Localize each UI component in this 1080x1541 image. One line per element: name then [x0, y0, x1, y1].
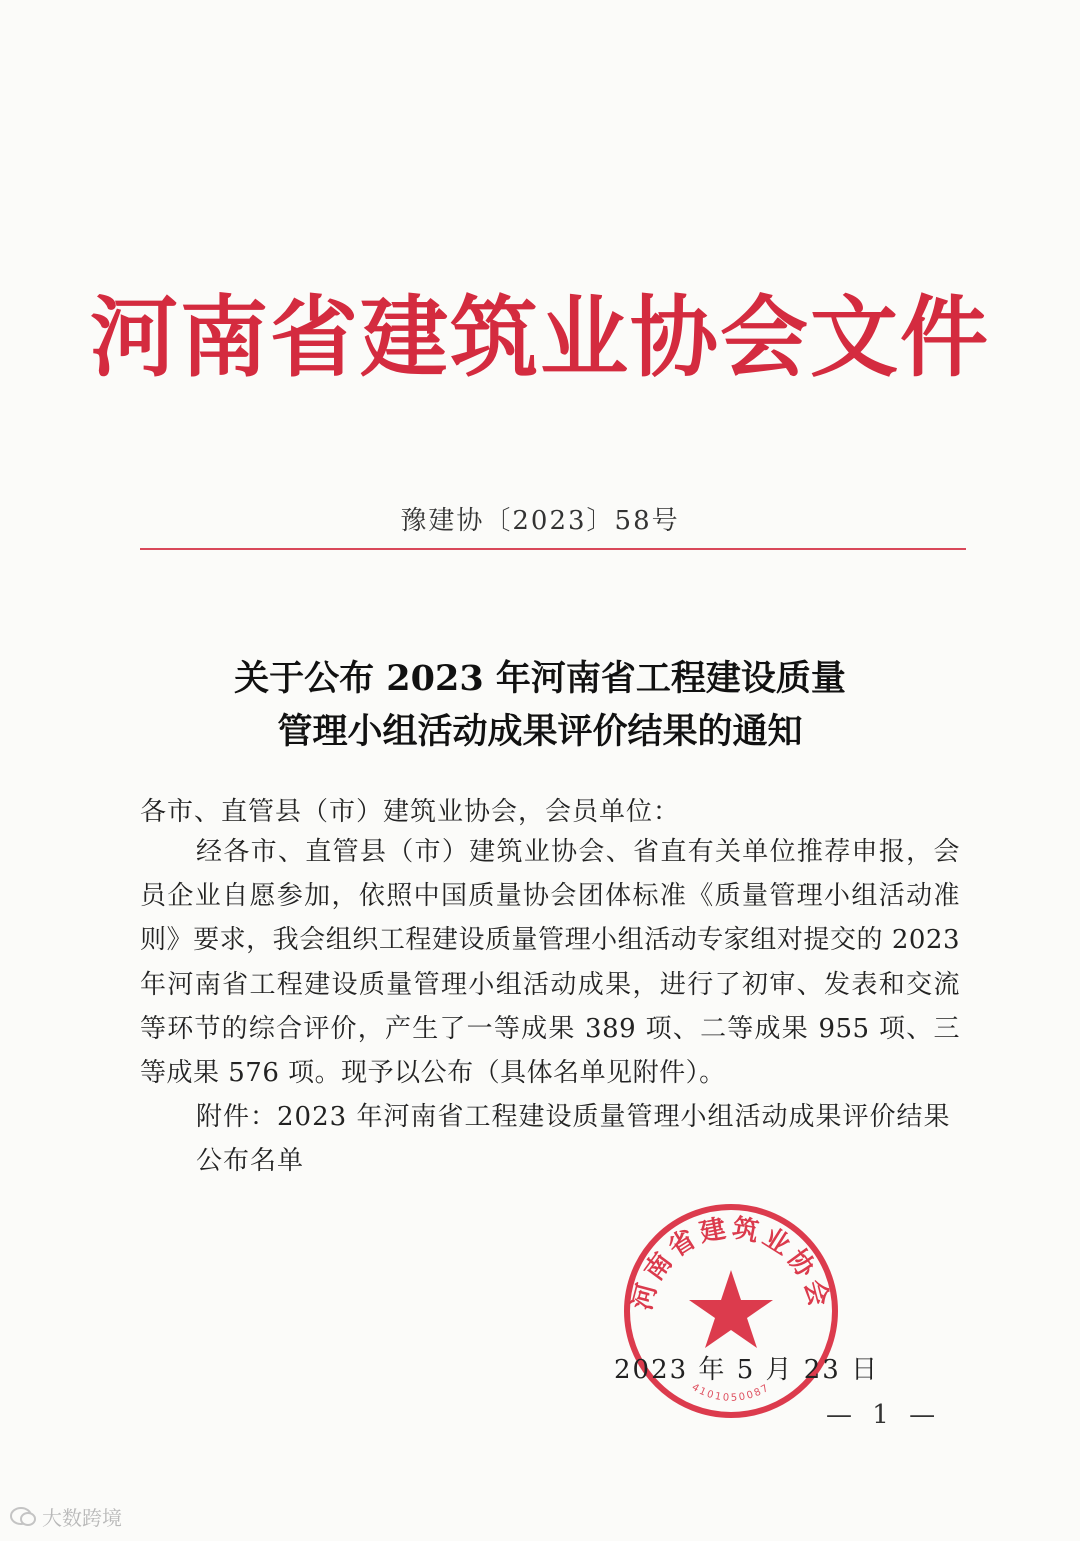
body-paragraph: 经各市、直管县（市）建筑业协会、省直有关单位推荐申报，会员企业自愿参加，依照中国质量协会团体标准《质量管理小组活动准则》要求，我会组织工程建设质量管理小组活动专家组对提交的 2023 年河南省工程建设质量管理小组活动成果，进行了初审、发表和交流等环节的综合评价，产生了一等成果 389 项、二等成果 955 项、三等成果 576 项。现予以公布（具体名单见附件）。: [140, 837, 960, 1089]
chat-bubble-icon: [10, 1506, 36, 1528]
salutation: 各市、直管县（市）建筑业协会，会员单位：: [140, 797, 681, 827]
notice-title: [0, 652, 1080, 758]
svg-text:河南省建筑业协会: 河南省建筑业协会: [627, 1213, 835, 1314]
document-header-title: 河南省建筑业协会文件: [89, 285, 990, 389]
document-number: 豫建协〔2023〕58号: [400, 506, 680, 536]
notice-title-line2: 管理小组活动成果评价结果的通知: [277, 711, 803, 752]
attachment: [196, 1095, 966, 1183]
svg-text:4101050087: 4101050087: [689, 1382, 773, 1404]
notice-title-line1: 关于公布 2023 年河南省工程建设质量: [234, 658, 846, 699]
attachment-text: 2023 年河南省工程建设质量管理小组活动成果评价结果公布名单: [196, 1102, 951, 1176]
attachment-label: 附件：: [196, 1102, 278, 1132]
watermark-text: 大数跨境: [42, 1506, 122, 1530]
issue-date: 2023 年 5 月 23 日: [614, 1355, 880, 1385]
page-number: — 1 —: [826, 1400, 942, 1430]
watermark: [10, 1502, 122, 1531]
official-seal: [620, 1200, 842, 1422]
seal-star-icon: [689, 1270, 773, 1348]
red-divider: [140, 548, 966, 550]
